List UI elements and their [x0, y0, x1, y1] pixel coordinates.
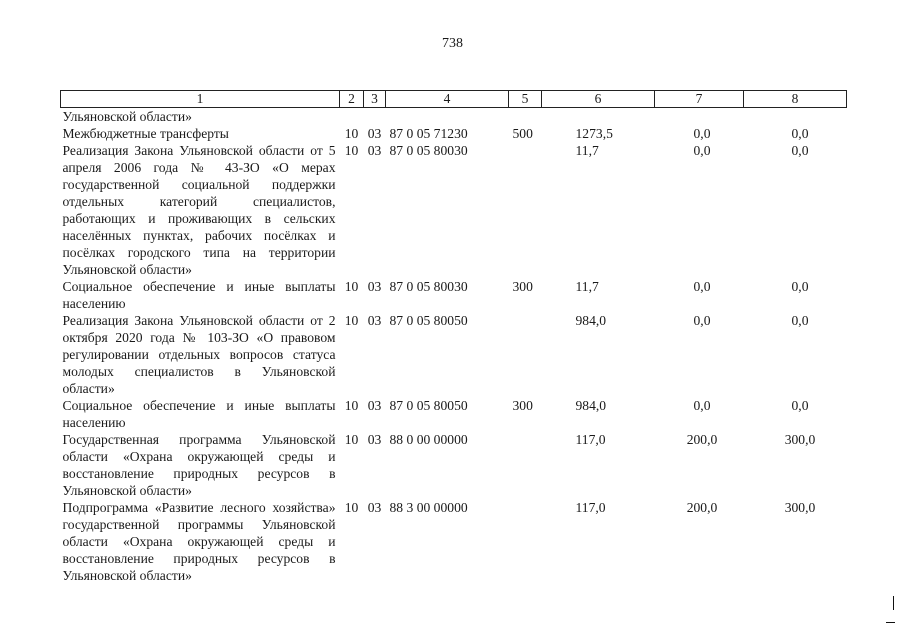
col-header-1: 1: [61, 91, 340, 108]
row-expense-type: 300: [512, 398, 533, 413]
row-expense-type: [509, 312, 542, 397]
table-header: [61, 91, 847, 108]
row-value-6: 117,0: [575, 500, 606, 515]
row-target-code: 87 0 05 80050: [389, 398, 468, 413]
row-name: Ульяновской области»: [62, 109, 192, 124]
table-row: [61, 142, 847, 278]
row-section: 10: [344, 126, 359, 141]
row-value-7: [655, 108, 744, 126]
row-subsection: [364, 108, 386, 126]
row-target-code: 88 3 00 00000: [389, 500, 468, 515]
row-expense-type: 300: [512, 279, 533, 294]
row-value-6: 117,0: [575, 432, 606, 447]
table-row: [61, 125, 847, 142]
row-expense-type: [509, 499, 542, 584]
row-value-6: [542, 108, 655, 126]
col-header-3: 3: [364, 91, 386, 108]
row-subsection: 03: [367, 500, 382, 515]
row-subsection: 03: [367, 398, 382, 413]
row-section: 10: [344, 500, 359, 515]
row-value-7: 0,0: [693, 313, 711, 328]
row-section: [340, 108, 364, 126]
row-value-8: 0,0: [791, 398, 809, 413]
row-value-8: 0,0: [791, 313, 809, 328]
col-header-8: 8: [744, 91, 847, 108]
row-section: 10: [344, 279, 359, 294]
table-row: [61, 278, 847, 312]
row-value-8: 0,0: [791, 126, 809, 141]
col-header-7: 7: [655, 91, 744, 108]
row-name: Подпрограмма «Развитие лесного хозяйства» государственной программы Ульяновской области «Охрана окружающей среды и восстановление природных ресурсов в Ульяновской области»: [62, 500, 336, 583]
col-header-6: 6: [542, 91, 655, 108]
budget-table: [60, 90, 847, 584]
row-value-6: 984,0: [575, 398, 607, 413]
row-subsection: 03: [367, 279, 382, 294]
row-value-8: 0,0: [791, 279, 809, 294]
row-value-8: 300,0: [784, 500, 816, 515]
row-value-7: 200,0: [686, 432, 718, 447]
row-value-7: 200,0: [686, 500, 718, 515]
page-number: 738: [442, 36, 463, 51]
row-subsection: 03: [367, 126, 382, 141]
table-row: [61, 108, 847, 126]
row-value-7: 0,0: [693, 143, 711, 158]
row-target-code: 87 0 05 71230: [389, 126, 468, 141]
row-value-8: 0,0: [791, 143, 809, 158]
table-row: [61, 397, 847, 431]
row-name: Межбюджетные трансферты: [62, 126, 229, 141]
row-section: 10: [344, 398, 359, 413]
row-target-code: [386, 108, 509, 126]
row-value-8: [744, 108, 847, 126]
row-value-6: 984,0: [575, 313, 607, 328]
table-row: [61, 312, 847, 397]
row-name: Государственная программа Ульяновской области «Охрана окружающей среды и восстановление природных ресурсов в Ульяновской области»: [62, 432, 336, 498]
row-expense-type: [509, 108, 542, 126]
row-value-7: 0,0: [693, 126, 711, 141]
row-target-code: 87 0 05 80030: [389, 279, 468, 294]
row-section: 10: [344, 313, 359, 328]
row-value-6: 1273,5: [575, 126, 613, 141]
table-body: [61, 108, 847, 585]
row-subsection: 03: [367, 313, 382, 328]
row-value-6: 11,7: [575, 279, 599, 294]
row-value-6: 11,7: [575, 143, 599, 158]
row-name: Социальное обеспечение и иные выплаты населению: [62, 279, 336, 311]
row-subsection: 03: [367, 432, 382, 447]
row-expense-type: [509, 431, 542, 499]
table-row: [61, 499, 847, 584]
row-target-code: 87 0 05 80050: [389, 313, 468, 328]
row-value-8: 300,0: [784, 432, 816, 447]
row-section: 10: [344, 143, 359, 158]
scan-edge-mark: [893, 596, 894, 610]
row-name: Социальное обеспечение и иные выплаты населению: [62, 398, 336, 430]
row-target-code: 88 0 00 00000: [389, 432, 468, 447]
row-section: 10: [344, 432, 359, 447]
col-header-5: 5: [509, 91, 542, 108]
row-name: Реализация Закона Ульяновской области от 5 апреля 2006 года № 43-ЗО «О мерах государственной социальной поддержки отдельных категорий специалистов, работающих и проживающих в сельских населённых пунктах, рабочих посёлках и посёлках городского типа на территории Ульяновской области»: [62, 143, 336, 277]
row-target-code: 87 0 05 80030: [389, 143, 468, 158]
row-value-7: 0,0: [693, 398, 711, 413]
scan-edge-mark: [886, 622, 895, 623]
table-row: [61, 431, 847, 499]
row-expense-type: 500: [512, 126, 533, 141]
col-header-4: 4: [386, 91, 509, 108]
header-row: [61, 91, 847, 108]
row-name: Реализация Закона Ульяновской области от 2 октября 2020 года № 103-ЗО «О правовом регулировании отдельных вопросов статуса молодых специалистов в Ульяновской области»: [62, 313, 336, 396]
row-expense-type: [509, 142, 542, 278]
col-header-2: 2: [340, 91, 364, 108]
row-value-7: 0,0: [693, 279, 711, 294]
row-subsection: 03: [367, 143, 382, 158]
